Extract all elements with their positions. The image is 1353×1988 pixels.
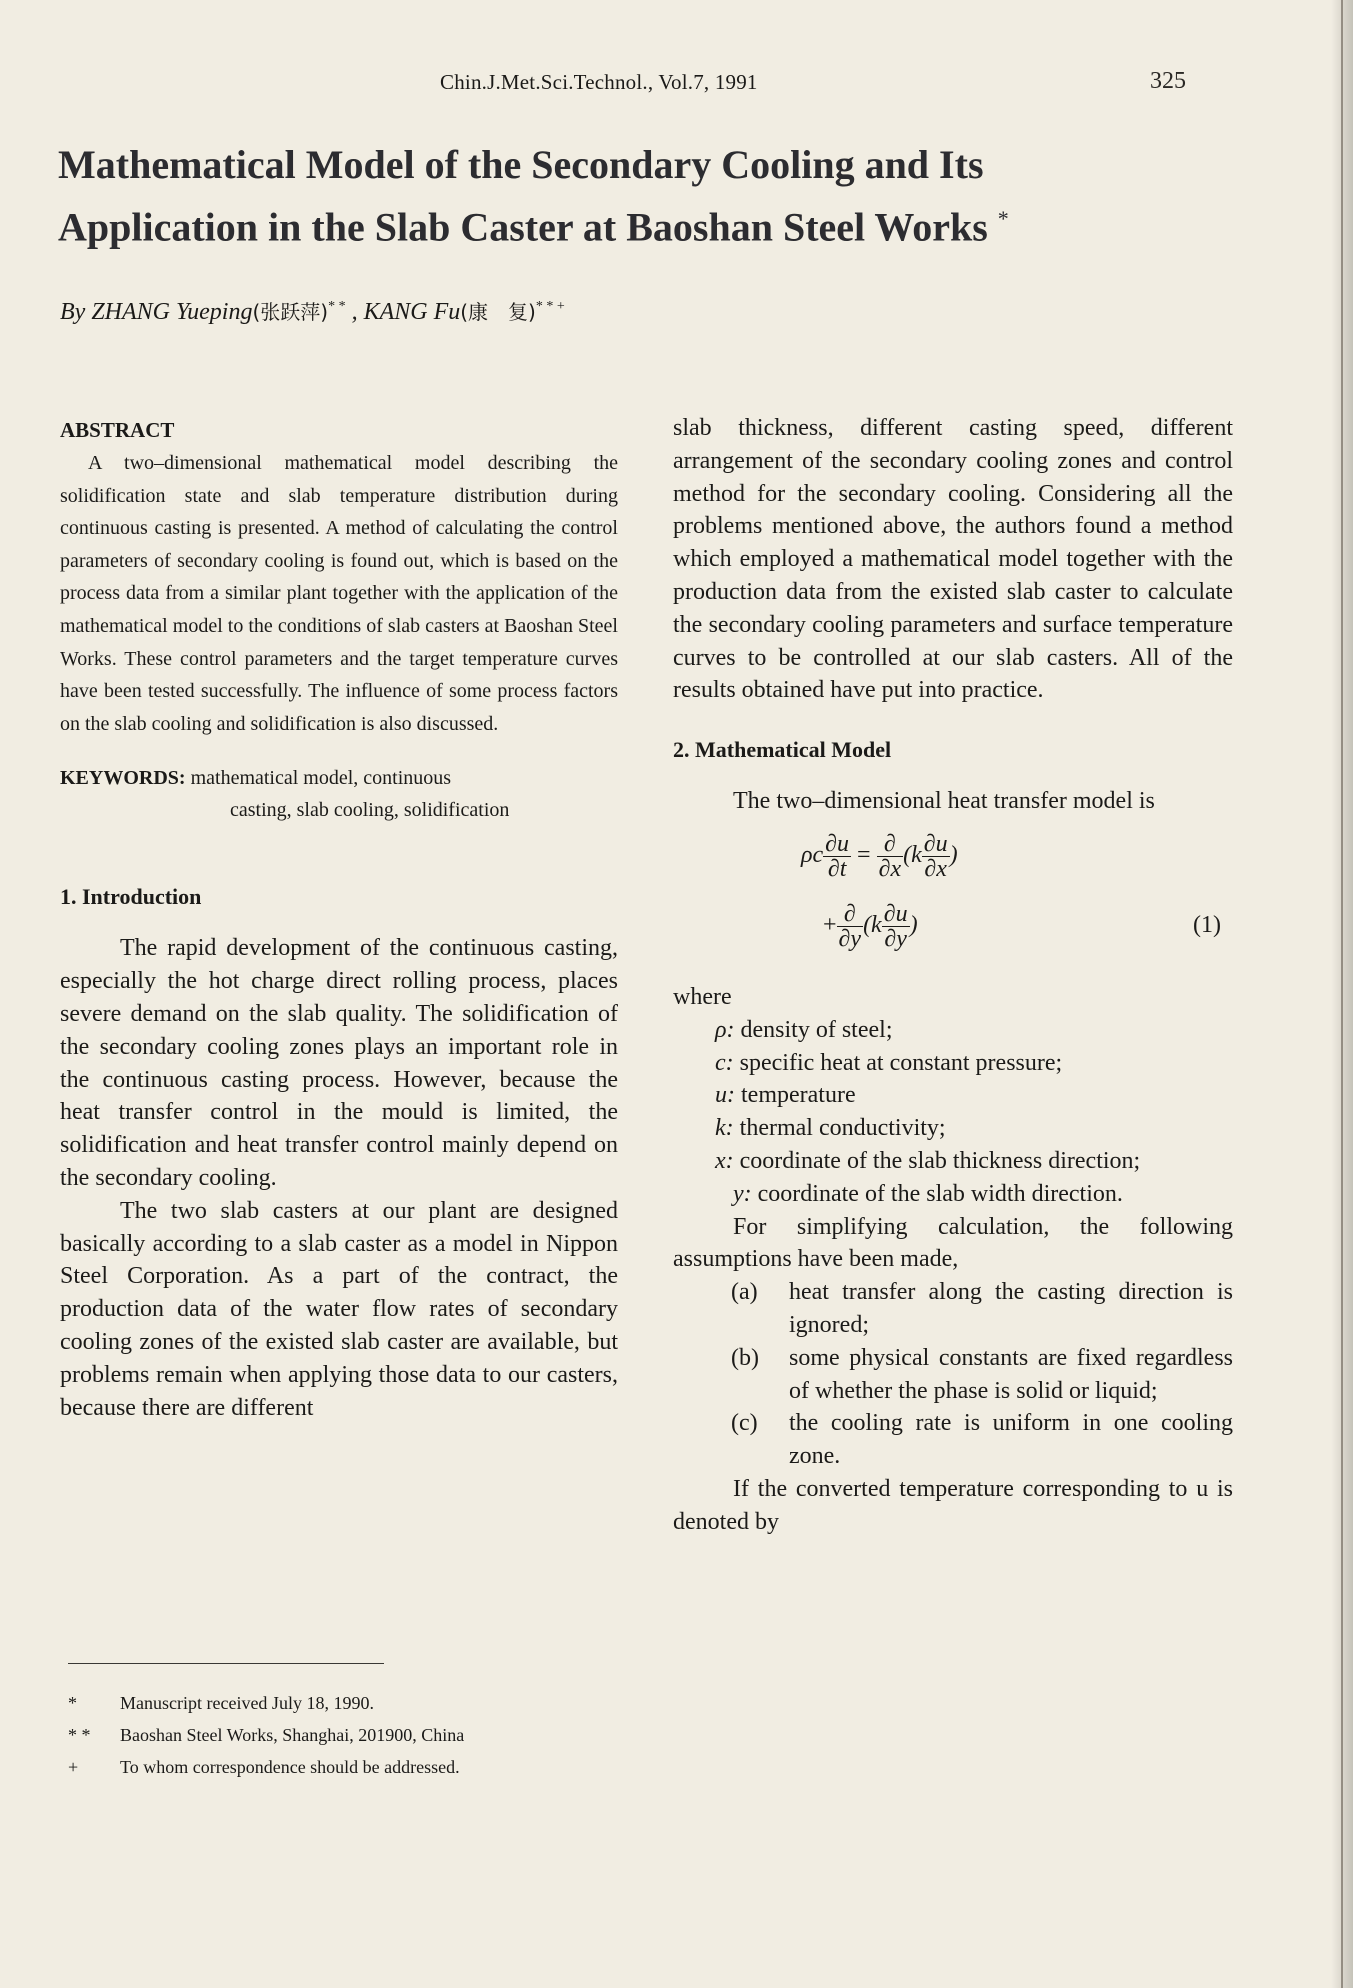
footnote	[68, 1719, 628, 1751]
footnote-mark: * *	[68, 1725, 91, 1745]
title-line-2: Application in the Slab Caster at Baoshan Steel Works	[58, 204, 988, 250]
equation-number: (1)	[1193, 911, 1221, 938]
intro-paragraph-1: The rapid development of the continuous casting, especially the hot charge direct rolling process, places severe demand on the slab quality. The solidification of the secondary cooling zones plays an important role in the continuous casting process. However, because the heat transfer control in the mould is limited, the solidification and heat transfer control mainly depend on the secondary cooling.	[60, 935, 618, 1191]
page-number: 325	[1150, 68, 1186, 94]
assumption-list	[673, 1276, 1233, 1473]
abstract-text: A two–dimensional mathematical model describing the solidification state and slab temperature distribution during continuous casting is presented. A method of calculating the control parameters of secondary cooling is found out, which is based on the process data from a similar plant together with the application of the mathematical model to the conditions of slab casters at Baoshan Steel Works. These control parameters and the target temperature curves have been tested successfully. The influence of some process factors on the slab cooling and solidification is also discussed.	[60, 452, 618, 735]
left-column	[60, 418, 618, 1424]
symbol-definition: ρ: density of steel;	[715, 1016, 893, 1043]
footnote-text: To whom correspondence should be addressed.	[120, 1757, 460, 1777]
assumptions-intro: For simplifying calculation, the following assumptions have been made,	[673, 1213, 1233, 1273]
intro-paragraph-2: The two slab casters at our plant are designed basically according to a slab caster as a model in Nippon Steel Corporation. As a part of the contract, the production data of the water flow rates of secondary cooling zones of the existed slab caster are available, but problems remain when applying those data to our casters, because there are different	[60, 1197, 618, 1421]
equation-line-2: + $\frac{\partial}{\partial y}$ (k $\frac{\partial u}{\partial y}$ )	[823, 900, 918, 952]
symbol-definition: k: thermal conductivity;	[715, 1115, 946, 1142]
author-line	[60, 296, 565, 326]
footnote-mark: +	[68, 1757, 79, 1777]
author-1-cjk: (张跃萍)	[252, 300, 329, 324]
symbol-definition-y: y: coordinate of the slab width direction.	[733, 1180, 1123, 1207]
footnote-text: Baoshan Steel Works, Shanghai, 201900, China	[120, 1725, 465, 1745]
assumption-item: (c) the cooling rate is uniform in one cooling zone.	[731, 1410, 1233, 1470]
footnote	[68, 1687, 628, 1719]
continued-paragraph: slab thickness, different casting speed, different arrangement of the secondary cooling zones and control method for the secondary cooling. Considering all the problems mentioned above, the authors found a method which employed a mathematical model together with the production data from the existed slab caster to calculate the secondary cooling parameters and surface temperature curves to be controlled at our slab casters. All of the results obtained have put into practice.	[673, 415, 1233, 704]
footnote-rule	[68, 1663, 384, 1664]
author-2-mark: * * +	[535, 299, 565, 314]
section-1-heading: 1. Introduction	[60, 884, 202, 910]
assumption-item: (b) some physical constants are fixed regardless of whether the phase is solid or liquid;	[731, 1344, 1233, 1404]
footnote	[68, 1751, 628, 1783]
title-line-1: Mathematical Model of the Secondary Cooling and Its	[58, 142, 984, 187]
assumption-item: (a) heat transfer along the casting direction is ignored;	[731, 1279, 1233, 1338]
page-edge-line	[1341, 0, 1343, 1988]
symbol-definition-x: x: coordinate of the slab thickness direction;	[715, 1147, 1141, 1174]
final-paragraph: If the converted temperature corresponding to u is denoted by	[673, 1475, 1233, 1535]
author-1-mark: * *	[328, 299, 346, 314]
author-2-cjk: (康 复)	[460, 300, 536, 324]
symbol-definition: c: specific heat at constant pressure;	[715, 1049, 1063, 1076]
equation-1	[673, 832, 1233, 967]
right-column	[673, 412, 1233, 1539]
symbol-definition: u: temperature	[715, 1082, 856, 1109]
paper-title	[58, 138, 1208, 254]
abstract-heading: ABSTRACT	[60, 418, 175, 442]
keywords-line-1: mathematical model, continuous	[185, 767, 452, 790]
footnotes	[68, 1687, 628, 1783]
keywords-label: KEYWORDS:	[60, 767, 186, 790]
title-footnote-mark: *	[997, 206, 1009, 231]
author-2: , KANG Fu	[345, 299, 461, 325]
where-label: where	[673, 983, 732, 1010]
keywords	[60, 762, 618, 826]
symbol-definitions	[673, 1014, 1233, 1145]
running-head: Chin.J.Met.Sci.Technol., Vol.7, 1991	[440, 70, 758, 94]
footnote-mark: *	[68, 1693, 77, 1713]
equation-line-1: ρc $\frac{\partial u}{\partial t}$ = $\frac{\partial}{\partial x}$ (k $\frac{\partial u}{\partial x}$ )	[801, 830, 958, 882]
keywords-line-2: casting, slab cooling, solidification	[230, 799, 510, 822]
model-intro: The two–dimensional heat transfer model is	[733, 788, 1155, 815]
author-1: By ZHANG Yueping	[60, 299, 253, 325]
section-2-heading: 2. Mathematical Model	[673, 737, 892, 763]
footnote-text: Manuscript received July 18, 1990.	[120, 1693, 374, 1713]
